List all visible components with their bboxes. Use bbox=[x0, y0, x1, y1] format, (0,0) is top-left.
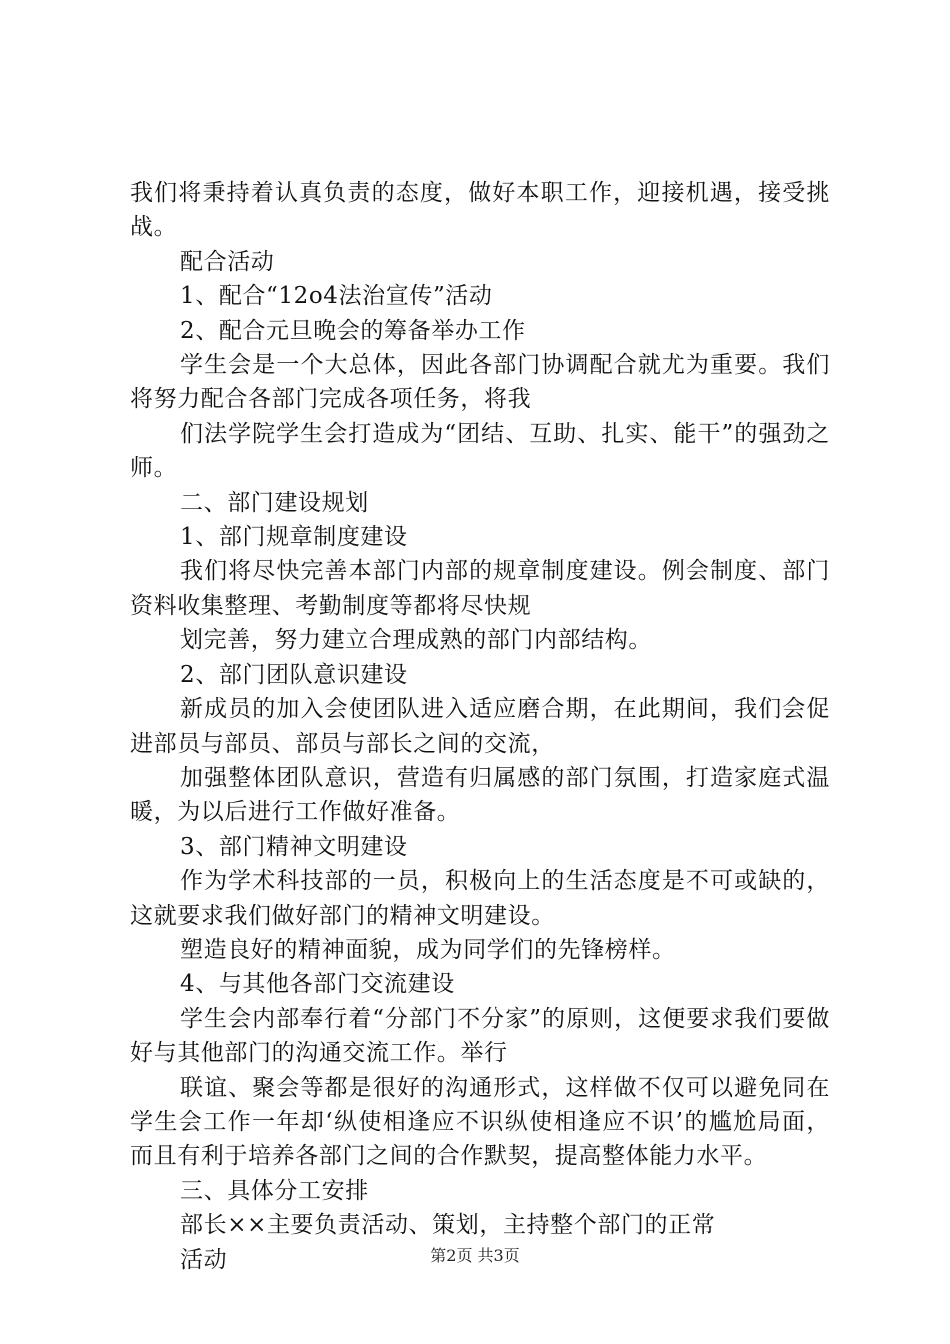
subheading-exchange: 4、与其他各部门交流建设 bbox=[180, 971, 455, 998]
heading-cooperation-activities: 配合活动 bbox=[180, 248, 275, 275]
section-heading-2: 二、部门建设规划 bbox=[180, 489, 369, 516]
paragraph-exchange-2: 联谊、聚会等都是很好的沟通形式，这样做不仅可以避免同在学生会工作一年却‘纵使相逢应不识纵使相逢应不识’的尴尬局面，而且有利于培养各部门之间的合作默契，提高整体能力水平。 bbox=[130, 1074, 830, 1170]
paragraph-1: 我们将秉持着认真负责的态度，做好本职工作，迎接机遇，接受挑战。 bbox=[130, 180, 830, 241]
document-body bbox=[130, 176, 830, 1277]
page-footer bbox=[0, 1243, 950, 1266]
section-heading-3: 三、具体分工安排 bbox=[180, 1177, 369, 1204]
paragraph-exchange-1: 学生会内部奉行着“分部门不分家”的原则，这便要求我们要做好与其他部门的沟通交流工作。举行 bbox=[130, 1005, 830, 1067]
paragraph-team-1: 新成员的加入会使团队进入适应磨合期，在此期间，我们会促进部员与部员、部员与部长之间的交流， bbox=[130, 696, 830, 757]
paragraph-spirit-1: 作为学术科技部的一员，积极向上的生活态度是不可或缺的，这就要求我们做好部门的精神文明建设。 bbox=[130, 868, 830, 929]
paragraph-division-1: 部长××主要负责活动、策划，主持整个部门的正常 bbox=[180, 1212, 716, 1239]
paragraph-law-school: 们法学院学生会打造成为“团结、互助、扎实、能干”的强劲之师。 bbox=[130, 420, 830, 482]
subheading-spirit: 3、部门精神文明建设 bbox=[180, 833, 408, 860]
list-item-1: 1、配合“12o4法治宣传”活动 bbox=[180, 283, 493, 310]
subheading-rules: 1、部门规章制度建设 bbox=[180, 524, 408, 551]
paragraph-rules-1: 我们将尽快完善本部门内部的规章制度建设。例会制度、部门资料收集整理、考勤制度等都将尽快规 bbox=[130, 558, 830, 619]
list-item-2: 2、配合元旦晚会的筹备举办工作 bbox=[180, 317, 526, 344]
paragraph-division-2: 活动 bbox=[180, 1246, 228, 1273]
subheading-team: 2、部门团队意识建设 bbox=[180, 661, 408, 688]
paragraph-student-union: 学生会是一个大总体，因此各部门协调配合就尤为重要。我们将努力配合各部门完成各项任务，将我 bbox=[130, 352, 830, 413]
paragraph-team-2: 加强整体团队意识，营造有归属感的部门氛围，打造家庭式温暖，为以后进行工作做好准备。 bbox=[130, 764, 830, 826]
paragraph-spirit-2: 塑造良好的精神面貌，成为同学们的先锋榜样。 bbox=[180, 936, 676, 963]
paragraph-rules-2: 划完善，努力建立合理成熟的部门内部结构。 bbox=[180, 627, 652, 654]
page-number: 第2页 共3页 bbox=[430, 1246, 520, 1265]
